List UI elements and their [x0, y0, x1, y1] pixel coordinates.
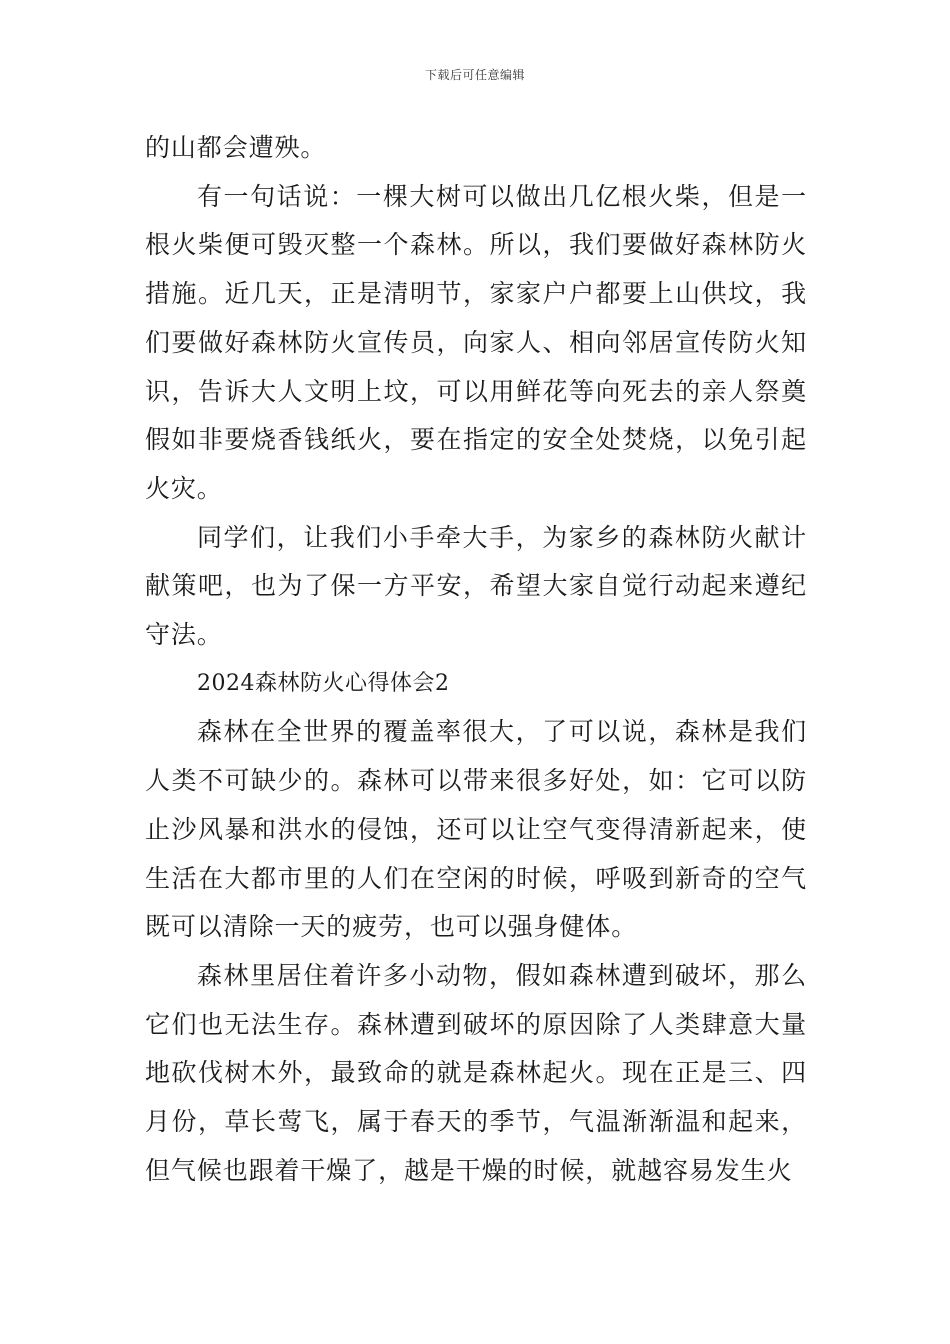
- paragraph-forest-benefits: 森林在全世界的覆盖率很大，了可以说，森林是我们人类不可缺少的。森林可以带来很多好处，如：它可以防止沙风暴和洪水的侵蚀，还可以让空气变得清新起来，使生活在大都市里的人们在空闲的时候，呼吸到新奇的空气既可以清除一天的疲劳，也可以强身健体。: [145, 717, 807, 942]
- paragraph-forest-fire: 森林里居住着许多小动物，假如森林遭到破坏，那么它们也无法生存。森林遭到破坏的原因除了人类肆意大量地砍伐树木外，最致命的就是森林起火。现在正是三、四月份，草长莺飞，属于春天的季节，气温渐渐温和起来，但气候也跟着干燥了，越是干燥的时候，就越容易发生火: [145, 960, 807, 1185]
- paragraph-matchstick: 有一句话说：一棵大树可以做出几亿根火柴，但是一根火柴便可毁灭整一个森林。所以，我们要做好森林防火措施。近几天，正是清明节，家家户户都要上山供坟，我们要做好森林防火宣传员，向家人、相向邻居宣传防火知识，告诉大人文明上坟，可以用鲜花等向死去的亲人祭奠假如非要烧香钱纸火，要在指定的安全处焚烧，以免引起火灾。: [145, 181, 807, 503]
- paragraph-call-to-action: 同学们，让我们小手牵大手，为家乡的森林防火献计献策吧，也为了保一方平安，希望大家自觉行动起来遵纪守法。: [145, 522, 807, 650]
- page-header: 下载后可任意编辑: [424, 68, 525, 82]
- section-heading: 2024森林防火心得体会2: [197, 670, 450, 696]
- paragraph-continuation: 的山都会遭殃。: [145, 133, 327, 162]
- document-body: [145, 124, 807, 1195]
